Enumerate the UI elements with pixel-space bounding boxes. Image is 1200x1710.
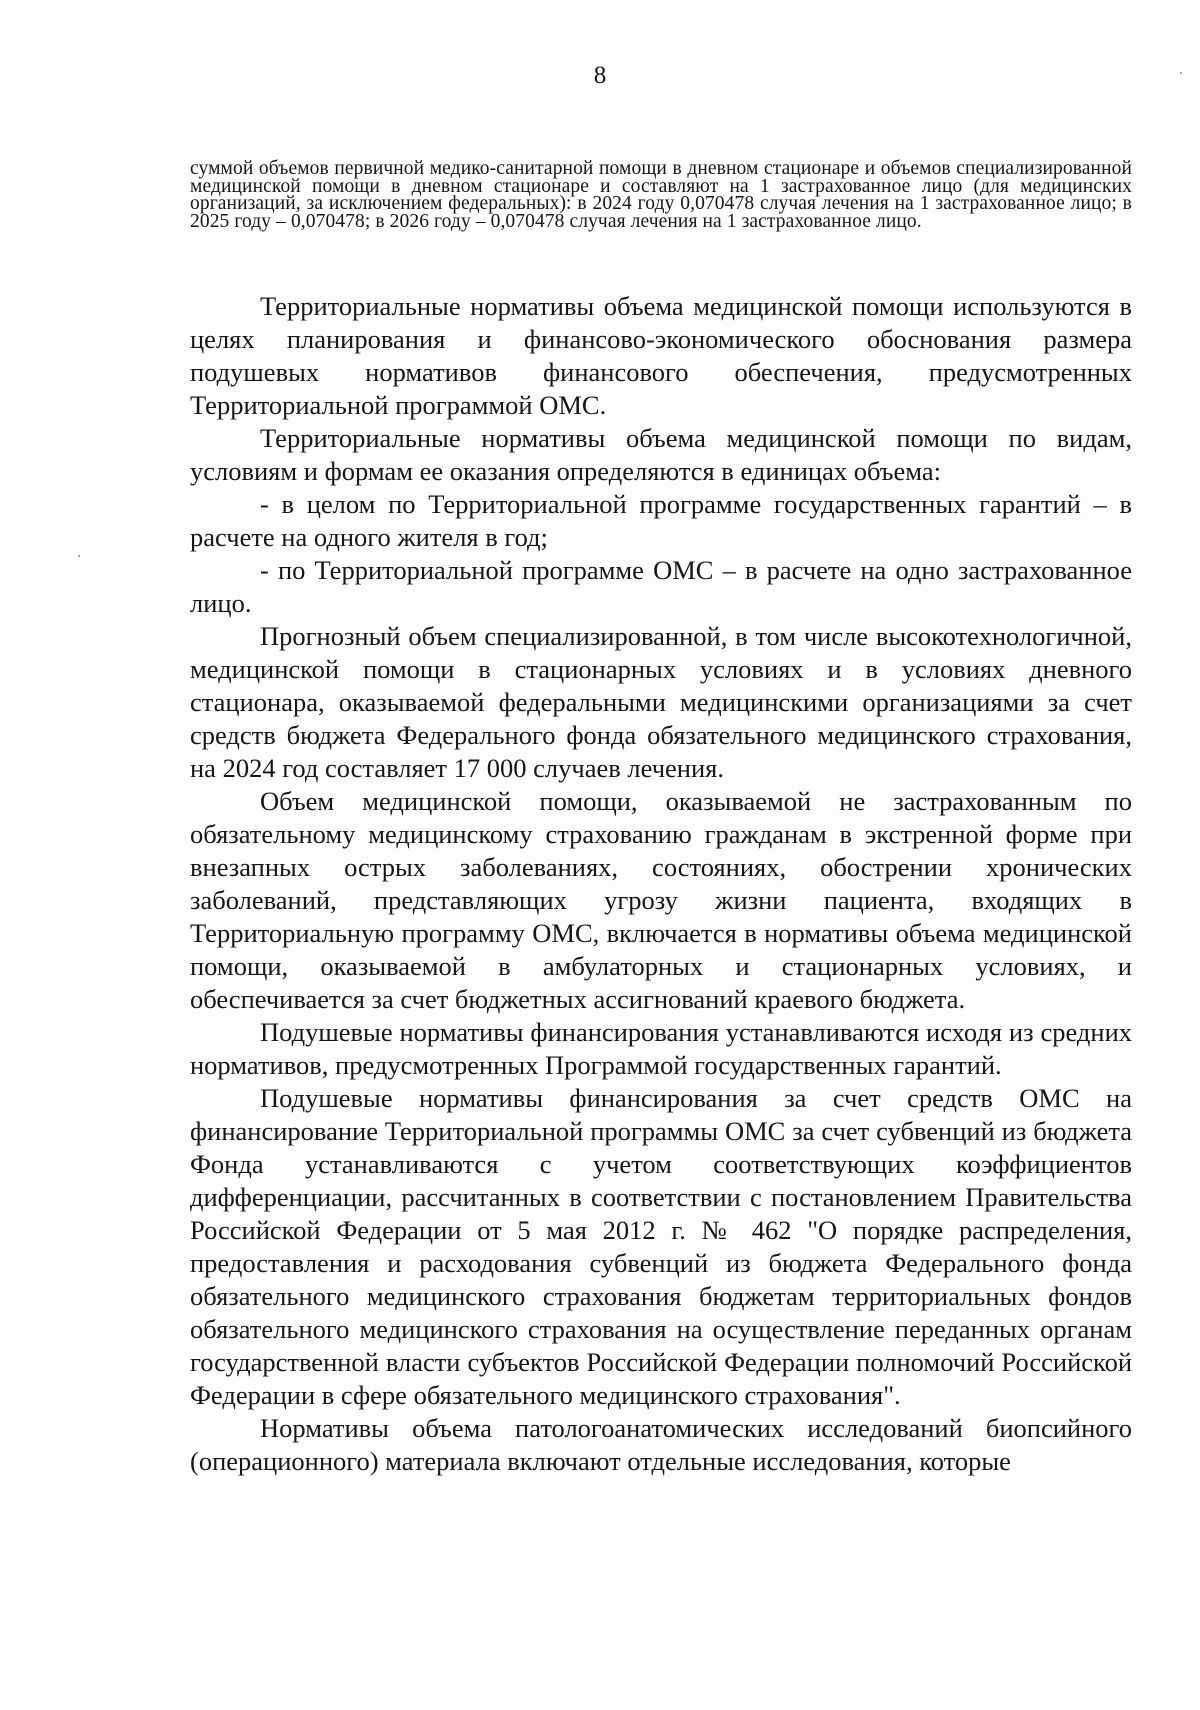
- body-text: [190, 290, 1132, 1478]
- paragraph-uninsured-care: Объем медицинской помощи, оказываемой не застрахованным по обязательному медицинскому страхованию гражданам в экстренной форме при внезапных острых заболеваниях, состояниях, обострении хронических заболеваний, представляющих угрозу жизни пациента, входящих в Территориальную программу ОМС, включается в нормативы объема медицинской помощи, оказываемой в амбулаторных и стационарных условиях, и обеспечивается за счет бюджетных ассигнований краевого бюджета.: [190, 786, 1132, 1014]
- paragraph-forecast-volume: Прогнозный объем специализированной, в том числе высокотехнологичной, медицинской помощи в стационарных условиях и в условиях дневного стационара, оказываемой федеральными медицинскими организациями за счет средств бюджета Федерального фонда обязательного медицинского страхования, на 2024 год составляет 17 000 случаев лечения.: [190, 621, 1132, 783]
- paragraph-list-item-program: - в целом по Территориальной программе государственных гарантий – в расчете на одного жителя в год;: [190, 489, 1132, 552]
- scan-speck: [78, 555, 80, 557]
- paragraph-norms-usage: Территориальные нормативы объема медицинской помощи используются в целях планирования и финансово-экономического обоснования размера подушевых нормативов финансового обеспечения, предусмотренных Территориальной программой ОМС.: [190, 291, 1132, 420]
- scan-speck: [1180, 72, 1182, 74]
- paragraph-per-capita-norms: Подушевые нормативы финансирования устанавливаются исходя из средних нормативов, предусмотренных Программой государственных гарантий.: [190, 1017, 1132, 1080]
- page-number: 8: [593, 62, 607, 89]
- intro-paragraph: суммой объемов первичной медико-санитарной помощи в дневном стационаре и объемов специализированной медицинской помощи в дневном стационаре и составляют на 1 застрахованное лицо (для медицинских организаций, за исключением федеральных): в 2024 году 0,070478 случая лечения на 1 застрахованное лицо; в 2025 году – 0,070478; в 2026 году – 0,070478 случая лечения на 1 застрахованное лицо.: [190, 158, 1132, 232]
- paragraph-oms-subventions: Подушевые нормативы финансирования за счет средств ОМС на финансирование Территориальной программы ОМС за счет субвенций из бюджета Фонда устанавливаются с учетом соответствующих коэффициентов дифференциации, рассчитанных в соответствии с постановлением Правительства Российской Федерации от 5 мая 2012 г. № 462 "О порядке распределения, предоставления и расходования субвенций из бюджета Федерального фонда обязательного медицинского страхования бюджетам территориальных фондов обязательного медицинского страхования на осуществление переданных органам государственной власти субъектов Российской Федерации полномочий Российской Федерации в сфере обязательного медицинского страхования".: [190, 1083, 1132, 1410]
- paragraph-list-item-oms: - по Территориальной программе ОМС – в расчете на одно застрахованное лицо.: [190, 555, 1132, 618]
- paragraph-norms-units: Территориальные нормативы объема медицинской помощи по видам, условиям и формам ее оказания определяются в единицах объема:: [190, 423, 1132, 486]
- paragraph-pathology-norms: Нормативы объема патологоанатомических исследований биопсийного (операционного) материала включают отдельные исследования, которые: [190, 1413, 1132, 1476]
